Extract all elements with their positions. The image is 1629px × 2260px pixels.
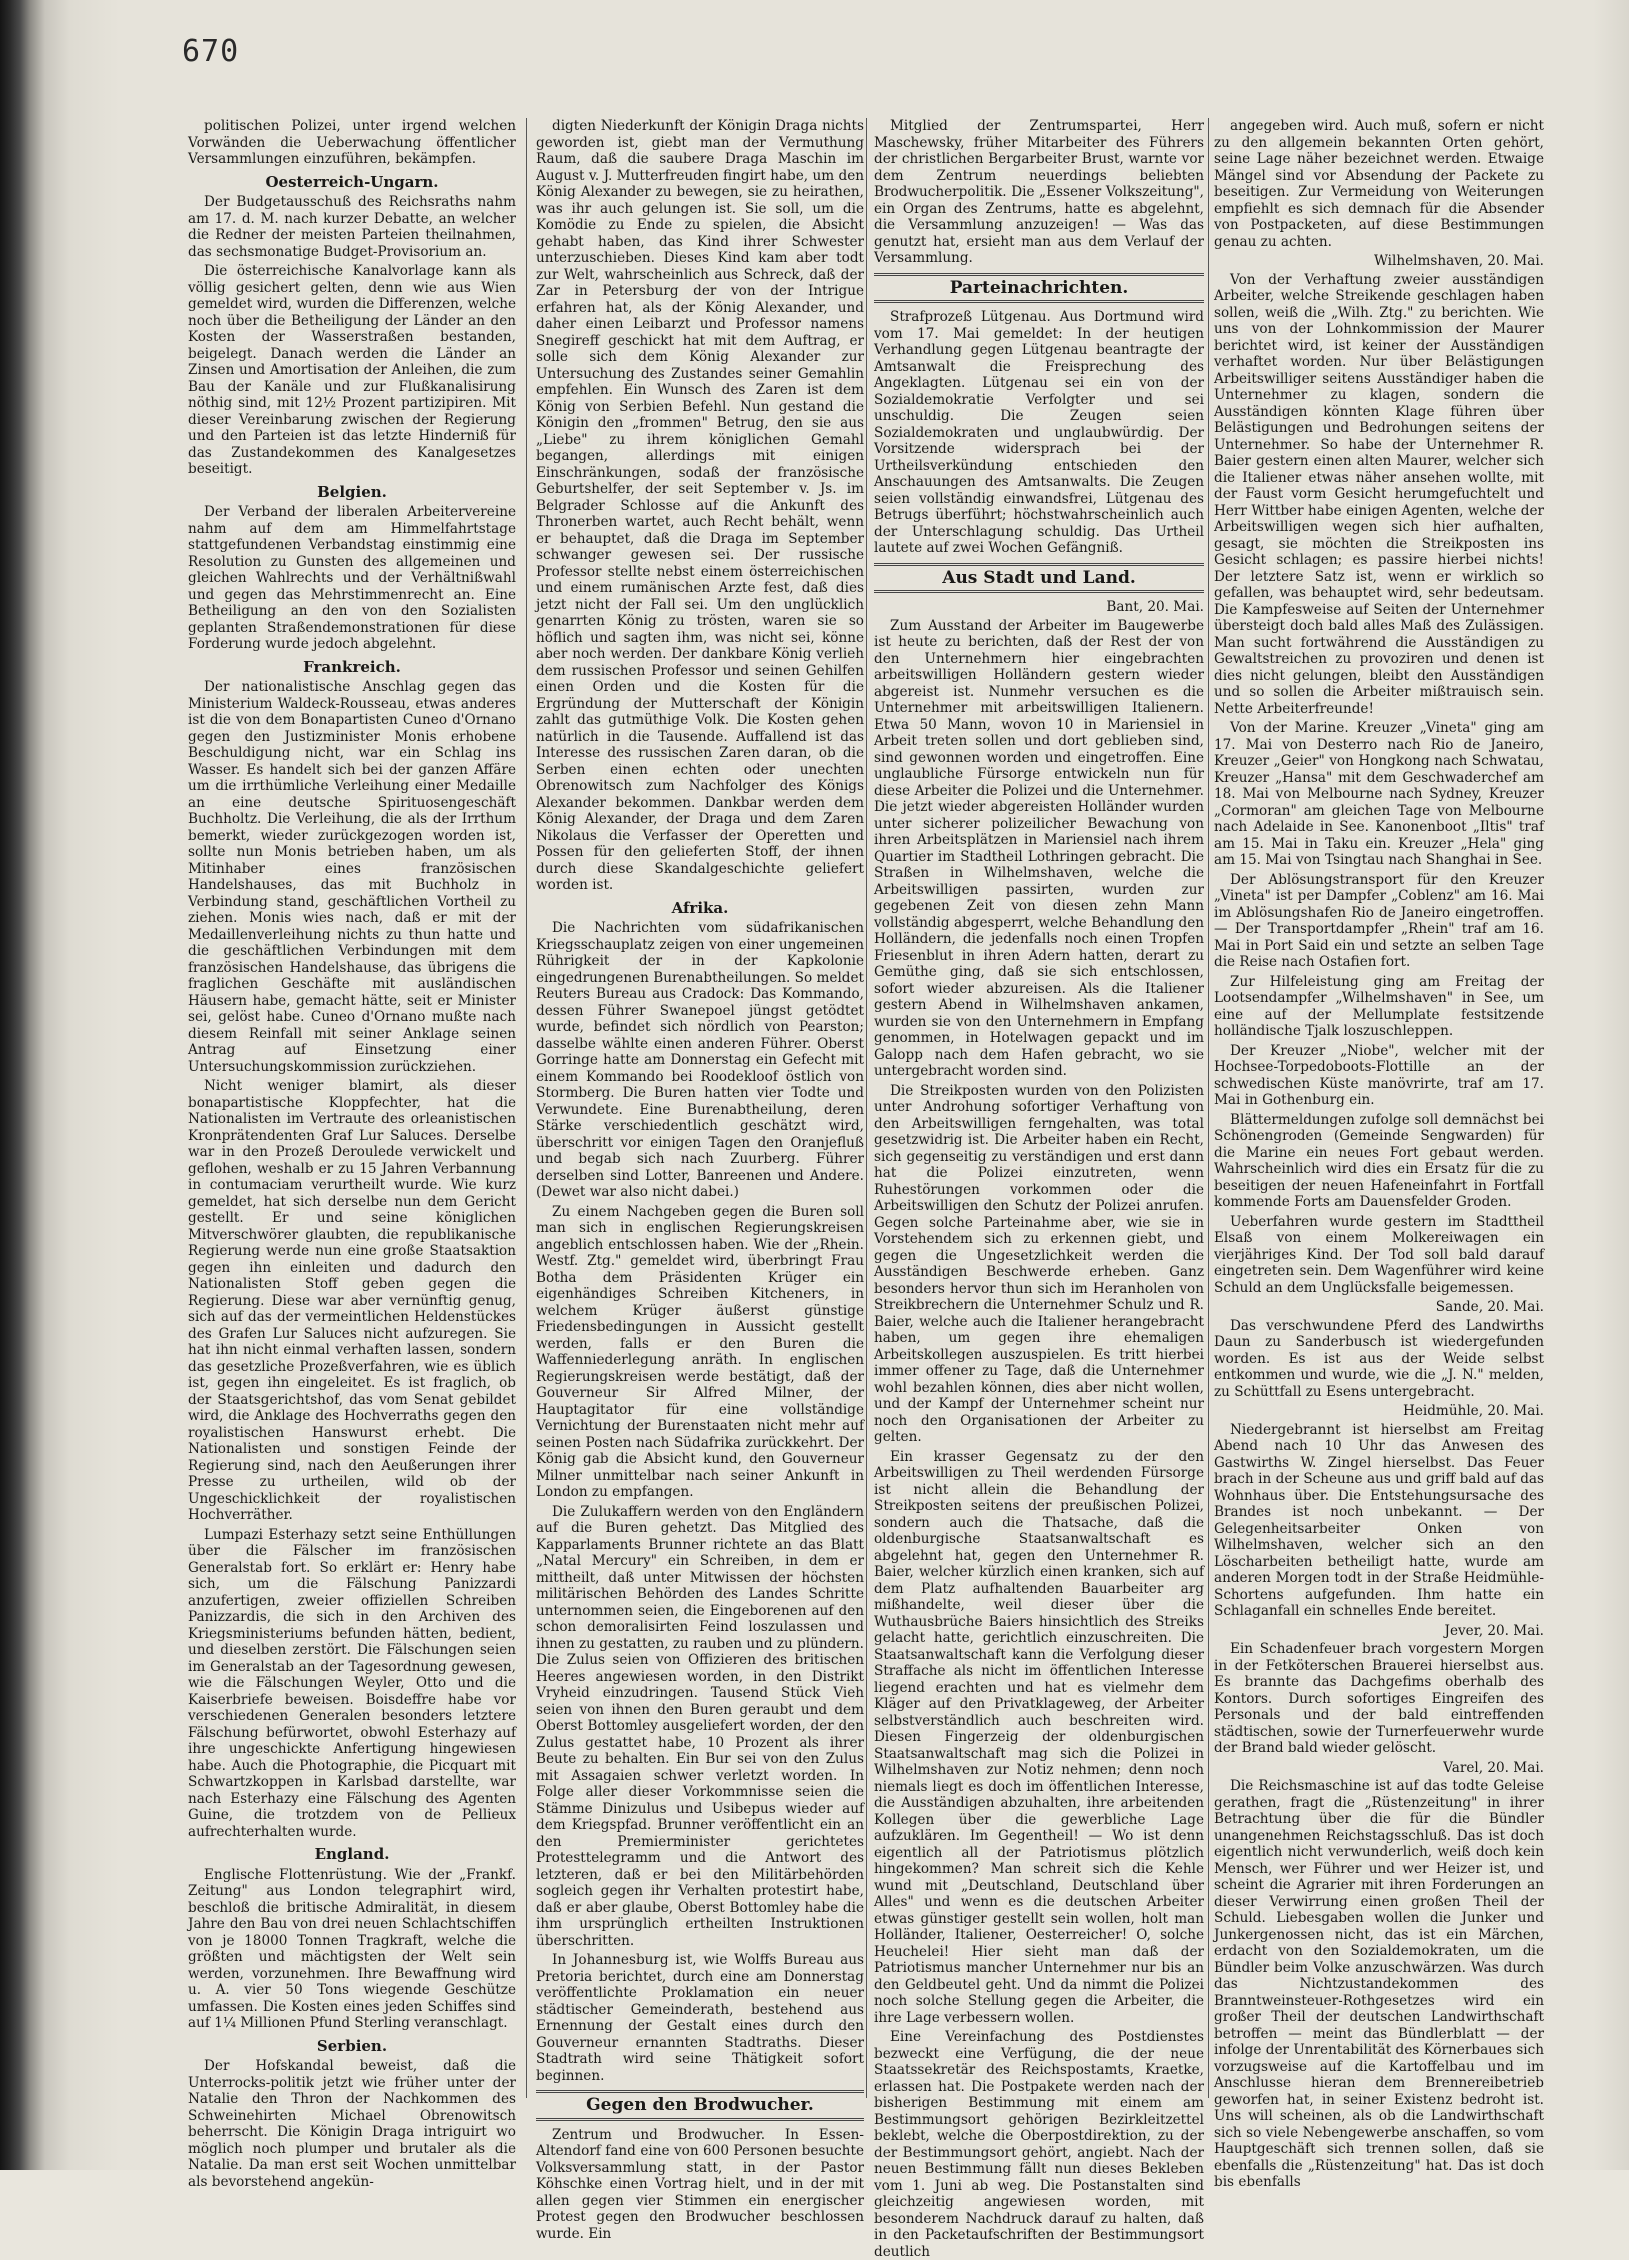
section-heading-belgium: Belgien. bbox=[317, 482, 387, 501]
column-3 bbox=[874, 118, 1204, 2260]
section-heading-france: Frankreich. bbox=[303, 657, 401, 676]
column-1 bbox=[188, 118, 516, 2190]
paragraph: Zum Ausstand der Arbeiter im Baugewerbe ist heute zu berichten, daß der Rest der von den Unternehmern hier eingebrachten arbeitswilligen Holländern gestern wieder abgereist ist. Nunmehr versuchen es die Unternehmer mit arbeitswilligen Italienern. Etwa 50 Mann, wovon 10 in Mariensiel in Arbeit treten sollen und dort geblieben sind, sind gewonnen worden und eingetroffen. Eine unglaubliche Fürsorge entwickeln nun für diese Arbeiter die Polizei und die Unternehmer. Die jetzt wieder abgereisten Holländer wurden unter sicherer polizeilicher Bewachung von ihren Arbeitsplätzen in Mariensiel nach ihrem Quartier im Stadtheil Lothringen gebracht. Die Straßen in Wilhelmshaven, welche die Arbeitswilligen passirten, wurden zur gegebenen Zeit von diesen zehn Mann vollständig abgesperrt, welche Behandlung den Holländern, die jedenfalls noch einen Tropfen Friesenblut in ihren Adern hatten, derart zu Gemüthe ging, daß sie sich entschlossen, sofort wieder abzureisen. Als die Italiener gestern Abend in Wilhelmshaven ankamen, wurden sie von den Unternehmern in Empfang genommen, in Hotelwagen gepackt und im Galopp nach dem Hafen gebracht, wo sie untergebracht worden sind. bbox=[874, 617, 1204, 1079]
paragraph: Blättermeldungen zufolge soll demnächst bei Schönengroden (Gemeinde Sengwarden) für die Marine ein neues Fort gebaut werden. Wahrscheinlich wird dies ein Ersatz für die zu beseitigen der neuen Hafeneinfahrt in Fortfall kommende Forts am Dauensfelder Groden. bbox=[1214, 1111, 1544, 1210]
paragraph: Strafprozeß Lütgenau. Aus Dortmund wird vom 17. Mai gemeldet: In der heutigen Verhandlung gegen Lütgenau beantragte der Amtsanwalt die Freisprechung des Angeklagten. Lütgenau sei ein von der Sozialdemokratie Verfolgter und sei unschuldig. Die Zeugen seien Sozialdemokraten und unglaubwürdig. Der Vorsitzende widersprach bei der Urtheilsverkündung entschieden den Anschauungen des Amtsanwalts. Die Zeugen seien vollständig einwandsfrei, Lütgenau des Betrugs überführt; höchstwahrscheinlich auch der Unterschlagung schuldig. Das Urtheil lautete auf zwei Wochen Gefängniß. bbox=[874, 309, 1204, 556]
section-heading-england: England. bbox=[314, 1845, 390, 1863]
paragraph: Ein Schadenfeuer brach vorgestern Morgen in der Fetköterschen Brauerei hierselbst aus. Es brannte das Dachgefims oberhalb des Kontors. Durch sofortiges Eingreifen des Personals und der bald eintreffenden städtischen, sowie der Turnerfeuerwehr wurde der Brand bald wieder gelöscht. bbox=[1214, 1641, 1544, 1756]
column-rule bbox=[866, 118, 867, 2098]
paragraph: Zentrum und Brodwucher. In Essen-Altendorf fand eine von 600 Personen besuchte Volksversammlung statt, in der Pastor Köhschke einen Vortrag hielt, und in der mit allen gegen vier Stimmen ein energischer Protest gegen den Brodwucher beschlossen wurde. Ein bbox=[536, 2126, 864, 2242]
paragraph: Von der Verhaftung zweier ausständigen Arbeiter, welche Streikende geschlagen haben sollen, weiß die „Wilh. Ztg." zu berichten. Wie uns von der Lohnkommission der Maurer berichtet wird, ist keiner der Ausständigen verhaftet worden. Nur über Belästigungen Arbeitswilliger seitens Ausständiger haben die Unternehmer zu klagen, sondern die Ausständigen könnten Klage führen über Belästigungen und Bedrohungen seitens der Unternehmer. So habe der Unternehmer R. Baier gestern einen alten Maurer, welcher sich die Italiener etwas näher ansehen wollte, mit der Faust vorm Gesicht herumgefuchtelt und Herr Wittber habe einigen Agenten, welche der Arbeitswilligen wegen sich hier aufhalten, gesagt, sie möchten die Streikposten ins Gesicht schlagen; es passire hierbei nichts! Der letztere Satz ist, wenn er wirklich so gefallen, was behauptet wird, sehr bedeutsam. Die Kampfesweise auf Seiten der Unternehmer übersteigt doch bald alles Maß des Zulässigen. Man sucht fortwährend die Ausständigen zu Gewaltstreichen zu provoziren und denen ist dies nicht gelungen, bleibt den Ausständigen und so sollen die Arbeiter mißtrauisch sein. Nette Arbeiterfreunde! bbox=[1214, 271, 1544, 717]
paragraph: Nicht weniger blamirt, als dieser bonapartistische Kloppfechter, hat die Nationalisten im Vertraute des orleanistischen Kronprätendenten Graf Lur Saluces. Derselbe war in den Prozeß Deroulede verwickelt und geflohen, weshalb er zu 15 Jahren Verbannung in contumaciam verurtheilt wurde. Wie kurz gemeldet, hat sich derselbe nun dem Gericht gestellt. Er und seine königlichen Mitverschwörer glaubten, die republikanische Regierung werde nun eine große Staatsaktion gegen ihn einleiten und dadurch den Nationalisten Stoff geben gegen die Regierung. Diese war aber vernünftig genug, sich auf das der vermeintlichen Heldenstückes des Grafen Lur Saluces nicht aufzuregen. Sie hat ihn nicht einmal verhaften lassen, sondern das gesetzliche Prozeßverfahren, wie es üblich ist, gegen ihn eingeleitet. Es ist fraglich, ob der Staatsgerichtshof, das vom Senat gebildet wird, die Anklage des Hochverraths gegen den royalistischen Hanswurst erhebt. Die Nationalisten und sonstigen Feinde der Regierung sind, nach den Aeußerungen ihrer Presse zu urtheilen, wild ob der Ungeschicklichkeit der royalistischen Hochverräther. bbox=[188, 1078, 516, 1523]
paragraph: Der Verband der liberalen Arbeitervereine nahm auf dem am Himmelfahrtstage stattgefundenen Verbandstag einstimmig eine Resolution zu Gunsten des allgemeinen und gleichen Wahlrechts und der Verhältnißwahl und gegen das Mehrstimmenrecht an. Eine Betheiligung an den von den Sozialisten geplanten Straßendemonstrationen für diese Forderung wurde jedoch abgelehnt. bbox=[188, 504, 516, 652]
dateline: Varel, 20. Mai. bbox=[1443, 1759, 1544, 1776]
page-right-edge bbox=[1593, 0, 1629, 2170]
column-rule bbox=[526, 118, 527, 2098]
section-headline-brodwucher: Gegen den Brodwucher. bbox=[536, 2090, 864, 2121]
paragraph: Das verschwundene Pferd des Landwirths Daun zu Sanderbusch ist wiedergefunden worden. Es ist aus der Weide selbst entkommen und wurde, wie die „J. N." melden, zu Schüttfall zu Esens untergebracht. bbox=[1214, 1317, 1544, 1400]
paragraph: Der Budgetausschuß des Reichsraths nahm am 17. d. M. nach kurzer Debatte, an welcher die Redner der meisten Parteien theilnahmen, das sechsmonatige Budget-Provisorium an. bbox=[188, 194, 516, 260]
paragraph: angegeben wird. Auch muß, sofern er nicht zu den allgemein bekannten Orten gehört, seine Lage näher bezeichnet werden. Etwaige Mängel sind vor Absendung der Packete zu beseitigen. Zur Vermeidung von Weiterungen empfiehlt es sich demnach für die Absender von Postpacketen, auf diese Bestimmungen genau zu achten. bbox=[1214, 118, 1544, 250]
section-heading-austria: Oesterreich-Ungarn. bbox=[265, 172, 439, 191]
paragraph: digten Niederkunft der Königin Draga nichts geworden ist, giebt man der Vermuthung Raum, daß die saubere Draga Maschin im August v. J. Mutterfreuden fingirt habe, um den König Alexander zu bewegen, sie zu heirathen, was ihr auch gelungen ist. Sie soll, um die Komödie zu Ende zu spielen, die Absicht gehabt haben, das Kind ihrer Schwester unterzuschieben. Dieses Kind kam aber todt zur Welt, wahrscheinlich aus Schreck, daß der Zar in Petersburg der von der Intrigue erfahren hat, als der König Alexander, und daher einen Leibarzt und Professor namens Snegireff geschickt hat mit dem Auftrag, er solle sich dem König Alexander zur Untersuchung des Zustandes seiner Gemahlin empfehlen. Ein Wunsch des Zaren ist dem König von Serbien Befehl. Nun gestand die Königin den „frommen" Betrug, den sie aus „Liebe" zu ihrem königlichen Gemahl begangen, allerdings mit einigen Einschränkungen, sodaß der französische Geburtshelfer, der seit September v. Js. im Belgrader Schlosse auf die Ankunft des Thronerben wartet, auch Recht behält, wenn er behauptet, daß die Draga im September schwanger gewesen sei. Der russische Professor stellte nebst einem österreichischen und einem rumänischen Arzte fest, daß dies jetzt nicht der Fall sei. Um den unglücklich genarrten König zu trösten, waren sie so höflich und sagten ihm, was nicht sei, könne aber noch werden. Der dankbare König verlieh dem russischen Professor und seinen Gehilfen einen Orden und die Kosten für die Ergründung der Mutterschaft der Königin zahlt das gutmüthige Volk. Die Kosten gehen natürlich in die Tausende. Auffallend ist das Interesse des russischen Zaren daran, ob die Serben einen echten oder unechten Obrenowitsch zum Nachfolger des Königs Alexander bekommen. Dankbar werden dem König Alexander, der Draga und dem Zaren Nikolaus die Verfasser der Operetten und Possen für den gelieferten Stoff, der ihnen durch diese Skandalgeschichte geliefert worden ist. bbox=[536, 118, 864, 893]
dateline: Wilhelmshaven, 20. Mai. bbox=[1373, 253, 1544, 269]
paragraph: Die österreichische Kanalvorlage kann als völlig gesichert gelten, denn wie aus Wien gemeldet wird, wurden die Differenzen, welche noch über die Betheiligung der Länder an den Kosten der Wasserstraßen bestanden, beigelegt. Danach werden die Länder an Zinsen und Amortisation der Anleihen, die zum Bau der Kanäle und zur Flußkanalisirung nöthig sind, mit 12½ Prozent partizipiren. Mit dieser Vereinbarung zwischen der Regierung und den Parteien ist das letzte Hinderniß für das Zustandekommen des Kanalgesetzes beseitigt. bbox=[188, 263, 516, 477]
paragraph: Mitglied der Zentrumspartei, Herr Maschewsky, früher Mitarbeiter des Führers der christlichen Bergarbeiter Brust, warnte vor dem Zentrum neuerdings beliebten Brodwucherpolitik. Die „Essener Volkszeitung", ein Organ des Zentrums, hatte es abgelehnt, die Versammlung anzuzeigen! — Was das genutzt hat, ersieht man aus dem Verlauf der Versammlung. bbox=[874, 118, 1204, 266]
paragraph: Niedergebrannt ist hierselbst am Freitag Abend nach 10 Uhr das Anwesen des Gastwirths W. Zingel hierselbst. Das Feuer brach in der Scheune aus und griff bald auf das Wohnhaus über. Die Entstehungsursache des Brandes ist noch unbekannt. — Der Gelegenheitsarbeiter Onken von Wilhelmshaven, welcher sich an den Löscharbeiten betheiligt hatte, wurde am anderen Morgen todt in der Straße Heidmühle-Schortens aufgefunden. Ihm hatte ein Schlaganfall ein schnelles Ende bereitet. bbox=[1214, 1421, 1544, 1619]
book-binding-edge bbox=[0, 0, 160, 2170]
paragraph: In Johannesburg ist, wie Wolffs Bureau aus Pretoria berichtet, durch eine am Donnerstag veröffentlichte Proklamation ein neuer städtischer Gemeinderath, bestehend aus Ernennung der Gestalt eines durch den Gouverneur ernannten Stadtraths. Dieser Stadtrath wird seine Thätigkeit sofort beginnen. bbox=[536, 1952, 864, 2084]
paragraph: Eine Vereinfachung des Postdienstes bezweckt eine Verfügung, die der neue Staatssekretär des Reichspostamts, Kraetke, erlassen hat. Die Postpakete werden nach der bisherigen Bestimmung mit einem am Bestimmungsort gehörigen Bezirkleitzettel beklebt, welche die Oberpostdirektion, zu der der Bestimmungsort gehört, angiebt. Nach der neuen Bestimmung fällt nun dieses Bekleben vom 1. Juni ab weg. Die Postanstalten sind gleichzeitig angewiesen worden, mit besonderem Nachdruck darauf zu halten, daß in den Packetaufschriften der Bestimmungsort deutlich bbox=[874, 2029, 1204, 2260]
paragraph: Die Streikposten wurden von den Polizisten unter Androhung sofortiger Verhaftung von den Arbeitswilligen ferngehalten, was total gesetzwidrig ist. Die Arbeiter haben ein Recht, sich gegenseitig zu verständigen und erst dann hat die Polizei einzutreten, wenn Ruhestörungen vorkommen oder die Arbeitswilligen den Schutz der Polizei anrufen. Gegen solche Parteinahme aber, wie sie in Vorstehendem sich zu erkennen giebt, und gegen die Ungesetzlichkeit werden die Ausständigen Beschwerde erheben. Ganz besonders hervor thun sich im Heranholen von Streikbrechern die Unternehmer Schulz und R. Baier, welche auch die Italiener herangebracht haben, um gegen ihre ehemaligen Arbeitskollegen auszuspielen. Es tritt hierbei immer offener zu Tage, daß die Unternehmer wohl bezahlen können, dies aber nicht wollen, und der Kampf der Unternehmer scheint nur noch den Organisationen der Arbeiter zu gelten. bbox=[874, 1082, 1204, 1445]
dateline: Sande, 20. Mai. bbox=[1435, 1299, 1544, 1315]
paragraph: politischen Polizei, unter irgend welchen Vorwänden die Ueberwachung öffentlicher Versammlungen einzuführen, bekämpfen. bbox=[188, 118, 516, 167]
paragraph: Zur Hilfeleistung ging am Freitag der Lootsendampfer „Wilhelmshaven" in See, um eine auf der Mellumplate festsitzende holländische Tjalk loszuschleppen. bbox=[1214, 973, 1544, 1039]
paragraph: Ein krasser Gegensatz zu der den Arbeitswilligen zu Theil werdenden Fürsorge ist nicht allein die Behandlung der Streikposten seitens der preußischen Polizei, sondern auch die Thatsache, daß die oldenburgische Staatsanwaltschaft es abgelehnt hat, gegen den Unternehmer R. Baier, welcher kürzlich einen kranken, sich auf dem Platz aufhaltenden Bauarbeiter arg mißhandelte, weil dieser über die Wuthausbrüche Baiers hinsichtlich des Streiks gelacht hatte, gerichtlich einzuschreiten. Die Staatsanwaltschaft kann die Verfolgung dieser Straffache als nicht im öffentlichen Interesse liegend erachten und hat es vielmehr dem Kläger auf den Privatklageweg, der Arbeiter selbstverständlich auch beschreiten wird. Diesen Fingerzeig der oldenburgischen Staatsanwaltschaft mag sich die Polizei in Wilhelmshaven zur Notiz nehmen; denn noch niemals liegt es doch im öffentlichen Interesse, die Ausständigen abzuhalten, ihre arbeitenden Kollegen über die gewerbliche Lage aufzuklären. Im Gegentheil! — Wo ist denn eigentlich all der Patriotismus plötzlich hingekommen? Man schreit sich die Kehle wund mit „Deutschland, Deutschland über Alles" und wenn es die deutschen Arbeiter etwas günstiger gestellt sein wollen, holt man Holländer, Italiener, Oesterreicher! O, solche Heuchelei! Hier sieht man daß der Patriotismus mancher Unternehmer nur bis an den Geldbeutel geht. Und da nimmt die Polizei noch solche Stellung gegen die Arbeiter, die ihre Lage verbessern wollen. bbox=[874, 1448, 1204, 2026]
paragraph: Zu einem Nachgeben gegen die Buren soll man sich in englischen Regierungskreisen angeblich entschlossen haben. Wie der „Rhein. Westf. Ztg." gemeldet wird, überbringt Frau Botha dem Präsidenten Krüger ein eigenhändiges Schreiben Kitcheners, in welchem Krüger äußerst günstige Friedensbedingungen in Aussicht gestellt werden, falls er den Buren die Waffenniederlegung anräth. In englischen Regierungskreisen werde bestätigt, daß der Gouverneur Sir Alfred Milner, der Hauptagitator für eine vollständige Vernichtung der Burenstaaten nicht mehr auf seinen Posten nach Südafrika zurückkehrt. Der König gab die Absicht kund, den Gouverneur Milner unmittelbar nach seiner Ankunft in London zu empfangen. bbox=[536, 1203, 864, 1500]
paragraph: Ueberfahren wurde gestern im Stadttheil Elsaß von einem Molkereiwagen ein vierjähriges Kind. Der Tod soll bald darauf eingetreten sein. Dem Wagenführer wird keine Schuld an dem Unglücksfalle beigemessen. bbox=[1214, 1213, 1544, 1296]
section-headline-party-news: Parteinachrichten. bbox=[874, 273, 1204, 304]
dateline: Bant, 20. Mai. bbox=[1106, 599, 1204, 615]
paragraph: Die Zulukaffern werden von den Engländern auf die Buren gehetzt. Das Mitglied des Kapparlaments Brunner richtete an das Blatt „Natal Mercury" ein Schreiben, in dem er mittheilt, daß unter Mitwissen der höchsten militärischen Behörden des Landes Schritte unternommen seien, die Eingeborenen auf den schon demoralisirten Feind loszulassen und ihnen zu gestatten, zu rauben und zu plündern. Die Zulus seien von Offizieren des britischen Heeres angewiesen worden, in den Distrikt Vryheid einzudringen. Tausend Stück Vieh seien von ihnen den Buren geraubt und dem Oberst Bottomley ausgeliefert worden, der den Zulus gestattet habe, 10 Prozent als ihrer Beute zu behalten. Ein Bur sei von den Zulus mit Assagaien schwer verletzt worden. In Folge aller dieser Vorkommnisse seien die Stämme Dinizulus und Usibepus wieder auf dem Kriegspfad. Brunner veröffentlicht ein an den Premierminister gerichtetes Protesttelegramm und die Antwort des letzteren, daß er bei den Militärbehörden sogleich gegen ihr Verhalten protestirt habe, daß er aber glaube, Oberst Bottomley habe die ihm ursprünglich ertheilten Instruktionen überschritten. bbox=[536, 1503, 864, 1949]
paragraph: Von der Marine. Kreuzer „Vineta" ging am 17. Mai von Desterro nach Rio de Janeiro, Kreuzer „Geier" von Hongkong nach Schwatau, Kreuzer „Hansa" mit dem Geschwaderchef am 18. Mai von Melbourne nach Sydney, Kreuzer „Cormoran" am gleichen Tage von Melbourne nach Adelaide in See. Kanonenboot „Iltis" traf am 15. Mai in Taku ein. Kreuzer „Hela" ging am 15. Mai von Tsingtau nach Shanghai in See. bbox=[1214, 720, 1544, 868]
section-heading-serbia: Serbien. bbox=[316, 2036, 388, 2055]
column-2 bbox=[536, 118, 864, 2242]
dateline: Jever, 20. Mai. bbox=[1444, 1622, 1544, 1639]
paragraph: Der nationalistische Anschlag gegen das Ministerium Waldeck-Rousseau, etwas anderes ist die von dem Bonapartisten Cuneo d'Ornano gegen den Justizminister Monis erhobene Beschuldigung nicht, war ein Schlag ins Wasser. Es handelt sich bei der ganzen Affäre um die irrthümliche Verleihung einer Medaille an eine deutsche Spirituosengeschäft Buchholtz. Die Verleihung, die als der Irrthum bemerkt, wieder zurückgezogen worden ist, sollte nun Monis betrieben haben, um als Mitinhaber eines französischen Handelshauses, das mit Buchholz in Verbindung stand, geschäftlichen Vortheil zu ziehen. Monis wies nach, daß er mit der Medaillenverleihung nichts zu thun hatte und die geschäftlichen Verbindungen mit dem französischen Handelshause, das übrigens die fraglichen Geschäfte mit ausländischen Häusern habe, gemacht hätte, seit er Minister sei, gelöst habe. Cuneo d'Ornano mußte nach diesem Reinfall mit seiner Anklage seinen Antrag auf Einsetzung einer Untersuchungskommission zurückziehen. bbox=[188, 679, 516, 1075]
paragraph: Englische Flottenrüstung. Wie der „Frankf. Zeitung" aus London telegraphirt wird, beschloß die britische Admiralität, in diesem Jahre den Bau von drei neuen Schlachtschiffen von je 18000 Tonnen Tragkraft, welche die größten und mächtigsten der Welt sein werden, vorzunehmen. Ihre Bewaffnung wird u. A. vier 50 Tons wiegende Geschütze umfassen. Die Kosten eines jeden Schiffes sind auf 1¼ Millionen Pfund Sterling veranschlagt. bbox=[188, 1866, 516, 2031]
paragraph: Die Nachrichten vom südafrikanischen Kriegsschauplatz zeigen von einer ungemeinen Rührigkeit der in der Kapkolonie eingedrungenen Burenabtheilungen. So meldet Reuters Bureau aus Cradock: Das Kommando, dessen Führer Swanepoel jüngst getödtet wurde, befindet sich nördlich von Pearston; dasselbe wählte einen anderen Führer. Oberst Gorringe hatte am Donnerstag ein Gefecht mit einem Kommando bei Roodekloof östlich von Stormberg. Die Buren hatten vier Todte und Verwundete. Eine Burenabtheilung, deren Stärke verschiedentlich geschätzt wird, überschritt vor einigen Tagen den Oranjefluß und begab sich nach Zuurberg. Führer derselben sind Lotter, Banreenen und Andere. (Dewet war also nicht dabei.) bbox=[536, 920, 864, 1200]
paragraph: Lumpazi Esterhazy setzt seine Enthüllungen über die Fälscher im französischen Generalstab fort. So erklärt er: Henry habe sich, um die Fälschung Panizzardi anzufertigen, zweier offiziellen Schreiben Panizzardis, die sich in den Archiven des Kriegsministeriums befunden hätten, bedient, und dieselben zerstört. Die Fälschungen seien im Generalstab an der Tagesordnung gewesen, wie die Fälschungen Weyler, Otto und die Kaiserbriefe beweisen. Boisdeffre habe vor verschiedenen Generalen besonders letztere Fälschung befürwortet, obwohl Esterhazy auf ihre ungeschickte Anfertigung hingewiesen habe. Auch die Photographie, die Picquart mit Schwartzkoppen in Karlsbad darstellte, war nach Esterhazy eine Fälschung des Agenten Guine, die trotzdem von de Pellieux aufrechterhalten wurde. bbox=[188, 1526, 516, 1840]
section-headline-city-and-country: Aus Stadt und Land. bbox=[874, 563, 1204, 594]
page-number: 670 bbox=[182, 34, 240, 69]
paragraph: Der Hofskandal beweist, daß die Unterrocks-politik jetzt wie früher unter der Natalie den Thron der Nachkommen des Schweinehirten Michael Obrenowitsch beherrscht. Die Königin Draga intriguirt wo möglich noch plumper und brutaler als die Natalie. Da man erst seit Wochen unmittelbar als bevorstehend angekün- bbox=[188, 2058, 516, 2190]
dateline: Heidmühle, 20. Mai. bbox=[1402, 1403, 1544, 1419]
paragraph: Der Kreuzer „Niobe", welcher mit der Hochsee-Torpedoboots-Flottille an der schwedischen Küste manövrirte, traf am 17. Mai in Gothenburg ein. bbox=[1214, 1042, 1544, 1108]
paragraph: Der Ablösungstransport für den Kreuzer „Vineta" ist per Dampfer „Coblenz" am 16. Mai im Ablösungshafen Rio de Janeiro eingetroffen. — Der Transportdampfer „Rhein" traf am 16. Mai in Port Said ein und setzte an selben Tage die Reise nach Ostafien fort. bbox=[1214, 871, 1544, 970]
column-rule bbox=[1208, 118, 1209, 2098]
paragraph: Die Reichsmaschine ist auf das todte Geleise gerathen, fragt die „Rüstenzeitung" in ihrer Betrachtung über die für die Bündler unangenehmen Reichstagsschluß. Das ist doch eigentlich nicht verwunderlich, weiß doch kein Mensch, wer Führer und wer Heizer ist, und scheint die Agrarier mit ihren Forderungen an dieser Verwirrung einen großen Theil der Schuld. Liebesgaben wollen die Junker und Junkergenossen nicht, das ist ein Märchen, erdacht von den Sozialdemokraten, um die Bündler beim Volke anzuschwärzen. Was durch das Nichtzustandekommen des Branntweinsteuer-Rothgesetzes wird ein großer Theil der deutschen Landwirthschaft betroffen — meint das Bündlerblatt — der infolge der Unrentabilität des Körnerbaues sich vorzugsweise auf die Kartoffelbau und im Anschlusse hieran dem Brennereibetrieb geworfen hat, in seiner Existenz bedroht ist. Uns will scheinen, als ob die Landwirthschaft sich so viele Nebengewerbe anschaffen, so vom Hauptgeschäft sich trennen sollen, daß sie ebenfalls die „Rüstenzeitung" hat. Das ist doch bis ebenfalls bbox=[1214, 1778, 1544, 2190]
column-4 bbox=[1214, 118, 1544, 2190]
section-heading-africa: Afrika. bbox=[671, 898, 729, 917]
